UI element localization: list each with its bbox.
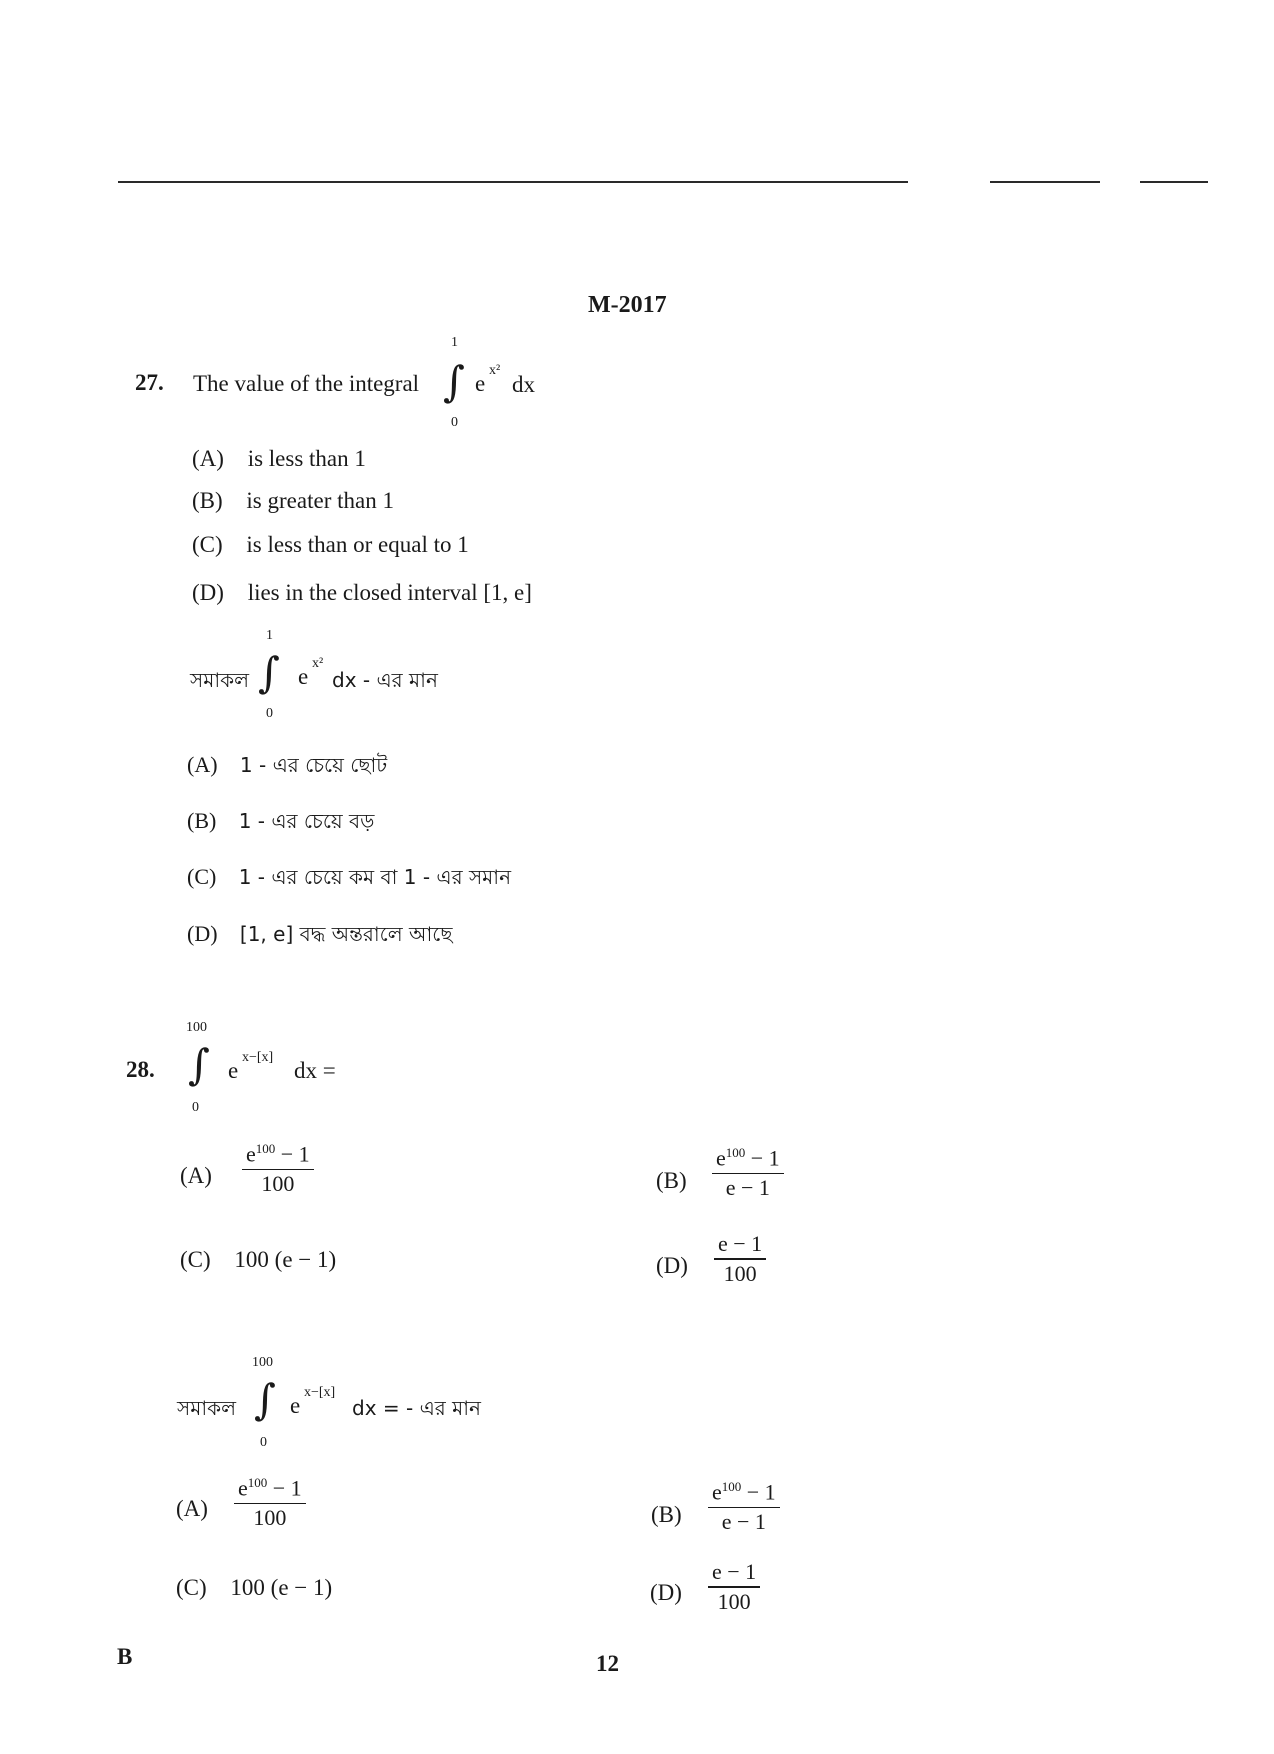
option-text: 1 - এর চেয়ে ছোট <box>239 753 388 777</box>
denominator: 100 <box>261 1171 295 1197</box>
option-a <box>192 446 366 472</box>
numerator: e − 1 <box>712 1559 757 1584</box>
option-label: (D) <box>187 921 218 946</box>
integral-expression <box>445 335 585 435</box>
option-text: is less than 1 <box>247 446 366 471</box>
option-d <box>192 580 532 606</box>
integrand-base: e <box>475 371 486 396</box>
numerator: e − 1 <box>718 1231 763 1256</box>
differential: dx = <box>294 1058 336 1083</box>
option-label: (B) <box>187 808 217 833</box>
option-label: (B) <box>192 488 223 513</box>
option-text: 1 - এর চেয়ে কম বা 1 - এর সমান <box>238 865 512 889</box>
numerator: $e^{100} - 1$ <box>238 1475 302 1501</box>
integrand-base: e <box>298 664 309 689</box>
lower-limit: 0 <box>192 1100 199 1115</box>
denominator: 100 <box>717 1588 751 1614</box>
option-d-fraction <box>708 1560 760 1614</box>
option-a-fraction <box>234 1476 306 1530</box>
option-text: is greater than 1 <box>246 488 394 513</box>
option-text: [1, e] বদ্ধ অন্তরালে আছে <box>239 922 453 946</box>
option-label: (C) <box>187 864 217 889</box>
integrand-exponent: x−[x] <box>242 1050 274 1065</box>
integrand-exponent: x−[x] <box>304 1385 336 1400</box>
integral-sign-icon: ∫ <box>254 1375 276 1424</box>
option-b-fraction <box>708 1480 780 1534</box>
upper-limit: 1 <box>451 335 458 350</box>
option-c <box>192 532 469 558</box>
option-a: (A) <box>176 1496 208 1521</box>
option-a-fraction <box>242 1142 314 1196</box>
option-label: (C) <box>192 532 223 557</box>
upper-limit: 100 <box>252 1355 273 1370</box>
upper-limit: 100 <box>186 1020 207 1035</box>
top-rule <box>118 181 908 183</box>
integral-sign-icon: ∫ <box>258 648 280 697</box>
option-b: (B) <box>656 1168 687 1193</box>
integral-expression <box>186 1020 386 1120</box>
stem-suffix-bengali: dx - এর মান <box>332 668 438 692</box>
paper-code: M-2017 <box>588 292 667 318</box>
question-number: 28. <box>126 1057 155 1082</box>
option-b <box>192 488 394 514</box>
numerator: $e^{100} - 1$ <box>716 1145 780 1171</box>
option-label: (C) <box>176 1575 207 1600</box>
option-c-bengali <box>187 863 511 896</box>
question-stem: The value of the integral <box>193 371 420 396</box>
denominator: 100 <box>723 1260 757 1286</box>
option-d-fraction <box>714 1232 766 1286</box>
numerator: $e^{100} - 1$ <box>712 1479 776 1505</box>
option-a: (A) <box>180 1163 212 1188</box>
option-b-bengali <box>187 807 374 840</box>
option-d: (D) <box>650 1580 682 1605</box>
option-d: (D) <box>656 1253 688 1278</box>
lower-limit: 0 <box>260 1435 267 1450</box>
option-text: is less than or equal to 1 <box>246 532 469 557</box>
option-d-bengali <box>187 920 452 953</box>
denominator: e − 1 <box>725 1175 770 1201</box>
integrand-exponent: x² <box>489 363 501 378</box>
integral-sign-icon: ∫ <box>443 357 465 406</box>
option-b: (B) <box>651 1502 682 1527</box>
option-label: (D) <box>192 580 224 605</box>
differential: dx <box>512 372 535 397</box>
option-label: (A) <box>192 446 224 471</box>
option-text: 100 (e − 1) <box>230 1575 333 1600</box>
page-number: 12 <box>596 1651 619 1676</box>
integral-sign-icon: ∫ <box>188 1040 210 1089</box>
option-label: (C) <box>180 1247 211 1272</box>
integrand-exponent: x² <box>312 656 324 671</box>
integrand-base: e <box>290 1393 301 1418</box>
denominator: 100 <box>253 1505 287 1531</box>
option-b-fraction <box>712 1146 784 1200</box>
lower-limit: 0 <box>266 706 273 721</box>
option-text: 100 (e − 1) <box>234 1247 337 1272</box>
question-number: 27. <box>135 370 164 395</box>
option-c <box>176 1575 332 1601</box>
stem-suffix-bengali: dx = - এর মান <box>352 1396 481 1420</box>
option-a-bengali <box>187 751 387 784</box>
option-label: (A) <box>187 752 218 777</box>
option-text: 1 - এর চেয়ে বড় <box>238 809 375 833</box>
top-rule <box>1140 181 1208 183</box>
option-c <box>180 1247 336 1273</box>
option-text: lies in the closed interval [1, e] <box>247 580 532 605</box>
upper-limit: 1 <box>266 628 273 643</box>
integrand-base: e <box>228 1058 239 1083</box>
question-stem-bengali: সমাকল <box>177 1396 237 1420</box>
set-code: B <box>117 1644 133 1669</box>
denominator: e − 1 <box>721 1509 766 1535</box>
lower-limit: 0 <box>451 415 458 430</box>
question-stem-bengali: সমাকল <box>190 668 250 692</box>
numerator: $e^{100} - 1$ <box>246 1141 310 1167</box>
top-rule <box>990 181 1100 183</box>
